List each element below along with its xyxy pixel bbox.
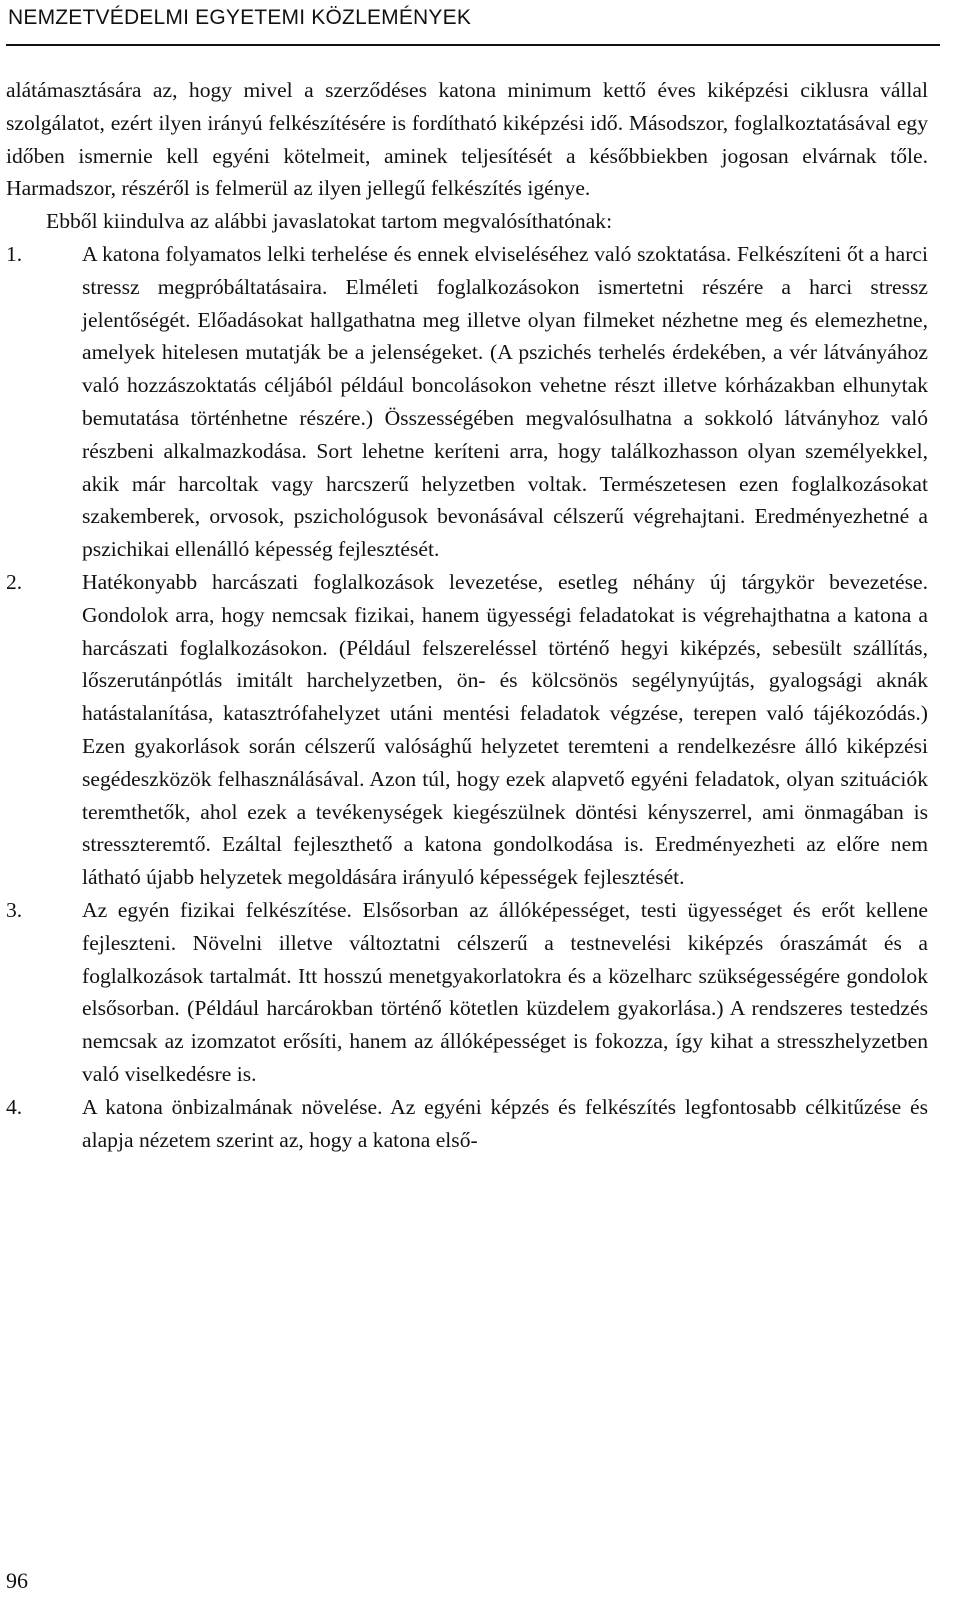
list-item-text: Hatékonyabb harcászati foglalkozások levezetése, esetleg néhány új tárgykör bevezetése. Gondolok arra, hogy nemcsak fizikai, hanem ügyességi feladatokat is végrehajthatna a katona a harcászati foglalkozásokon. (Például felszereléssel történő hegyi kiképzés, sebesült szállítás, lőszerutánpótlás imitált harchelyzetben, ön- és kölcsönös segélynyújtás, gyalogsági aknák hatástalanítása, katasztrófahelyzet utáni mentési feladatok végzése, terepen való tájékozódás.) Ezen gyakorlások során célszerű valósághű helyzetet teremteni a rendelkezésre álló kiképzési segédeszközök felhasználásával. Azon túl, hogy ezek alapvető egyéni feladatok, olyan szituációk teremthetők, ahol ezek a tevékenységek kiegészülnek döntési kényszerrel, ami önmagában is stresszteremtő. Ezáltal fejleszthető a katona gondolkodása is. Eredményezheti az előre nem látható újabb helyzetek megoldására irányuló képességek fejlesztését. (82, 569, 928, 890)
list-item-text: A katona folyamatos lelki terhelése és ennek elviseléséhez való szoktatása. Felkészíteni őt a harci stressz megpróbáltatásaira. Elméleti foglalkozásokon ismertetni részére a harci stressz jelentőségét. Előadásokat hallgathatna meg illetve olyan filmeket nézhetne meg és elemezhetne, amelyek hitelesen mutatják be a jelenségeket. (A pszichés terhelés érdekében, a vér látványához való hozzászoktatás céljából például boncolásokon vehetne részt illetve kórházakban elhunytak bemutatása történhetne részére.) Összességében megvalósulhatna a sokkoló látványhoz való részbeni alkalmazkodása. Sort lehetne keríteni arra, hogy találkozhasson olyan személyekkel, akik már harcoltak vagy harcszerű helyzetben voltak. Természetesen ezen foglalkozásokat szakemberek, orvosok, pszichológusok bevonásával célszerű végrehajtani. Eredményezhetné a pszichikai ellenálló képesség fejlesztését. (82, 241, 928, 562)
header-rule (6, 44, 940, 46)
list-item (6, 238, 928, 566)
paragraph-continuation: alátámasztására az, hogy mivel a szerződéses katona minimum kettő éves kiképzési ciklusra vállal szolgálatot, ezért ilyen irányú felkészítésére is fordítható kiképzési idő. Másodszor, foglalkoztatásával egy időben ismernie kell egyéni kötelmeit, aminek teljesítését a későbbiekben jogosan elvárnak tőle. Harmadszor, részéről is felmerül az ilyen jellegű felkészítés igénye. (6, 78, 928, 201)
journal-title: NEMZETVÉDELMI EGYETEMI KÖZLEMÉNYEK (8, 6, 472, 29)
list-item-text: Az egyén fizikai felkészítése. Elsősorban az állóképességet, testi ügyességet és erőt kellene fejleszteni. Növelni illetve változtatni célszerű a testnevelési kiképzés óraszámát és a foglalkozások tartalmát. Itt hosszú menetgyakorlatokra és a közelharc szükségességére gondolok elsősorban. (Például harcárokban történő kötetlen küzdelem gyakorlása.) A rendszeres testedzés nemcsak az izomzatot erősíti, hanem az állóképességet is fokozza, így kihat a stresszhelyzetben való viselkedésre is. (82, 897, 928, 1086)
list-intro: Ebből kiindulva az alábbi javaslatokat tartom megvalósíthatónak: (46, 209, 613, 234)
page-body (6, 74, 928, 1156)
proposal-list (6, 238, 928, 1156)
list-item-text: A katona önbizalmának növelése. Az egyéni képzés és felkészítés legfontosabb célkitűzése és alapja nézetem szerint az, hogy a katona első- (82, 1094, 928, 1152)
page-number: 96 (6, 1568, 28, 1593)
list-item (6, 894, 928, 1091)
list-item (6, 1091, 928, 1157)
list-item-number: 3. (6, 897, 23, 922)
running-header (8, 6, 471, 30)
list-item (6, 566, 928, 894)
list-item-number: 2. (6, 569, 23, 594)
list-item-number: 4. (6, 1094, 23, 1119)
list-item-number: 1. (6, 241, 23, 266)
